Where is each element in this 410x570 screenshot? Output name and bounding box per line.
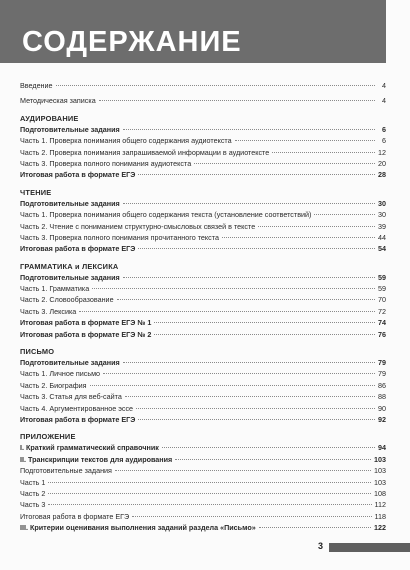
toc-row[interactable] [20,147,386,158]
dot-leader [48,482,371,483]
toc-entry-label: Итоговая работа в формате ЕГЭ № 2 [20,329,152,339]
dot-leader [222,237,375,238]
toc-entry-label: Часть 3 [20,500,46,510]
dot-leader [103,373,375,374]
toc-entry-page: 103 [374,454,386,464]
dot-leader [259,527,371,528]
section-heading: ЧТЕНИЕ [20,187,52,197]
toc-row[interactable] [20,158,386,169]
toc-section [20,187,386,255]
toc-entry-label: Часть 3. Лексика [20,306,77,316]
dot-leader [132,516,371,517]
toc-row[interactable] [20,442,386,453]
toc-entry-page: 12 [378,147,386,157]
dot-leader [162,447,375,448]
dot-leader [136,408,375,409]
toc-entry-page: 94 [378,443,386,453]
toc-entry-page: 76 [378,329,386,339]
toc-entry-label: Часть 2. Биография [20,380,87,390]
toc-section [20,346,386,425]
toc-entry-page: 112 [374,500,386,510]
toc-entry-page: 59 [378,272,386,282]
dot-leader [90,385,375,386]
toc-entry-label: Часть 2. Чтение с пониманием структурно-смысловых связей в тексте [20,221,256,231]
toc-row[interactable] [20,368,386,379]
toc-entry-page: 118 [374,511,386,521]
toc-entry-label: Часть 2. Словообразование [20,295,114,305]
toc-entry-label: Итоговая работа в формате ЕГЭ [20,511,130,521]
toc-row[interactable] [20,454,386,465]
toc-row[interactable] [20,272,386,283]
toc-section [20,113,386,181]
toc-entry-label: Часть 2. Проверка понимания запрашиваемой информации в аудиотексте [20,147,270,157]
section-heading: ГРАММАТИКА и ЛЕКСИКА [20,261,119,271]
toc-entry-page: 79 [378,369,386,379]
toc-entry-page: 30 [378,198,386,208]
toc-row[interactable] [20,221,386,232]
toc-row[interactable] [20,169,386,180]
dot-leader [272,152,375,153]
toc-row[interactable] [20,209,386,220]
toc-row[interactable] [20,283,386,294]
toc-row[interactable] [20,95,386,106]
page-footer-bar [329,543,410,552]
toc-entry-page: 30 [378,210,386,220]
toc-entry-page: 72 [378,306,386,316]
toc-entry-label: Часть 3. Проверка полного понимания прочитанного текста [20,232,219,242]
toc-entry-page: 86 [378,380,386,390]
toc-entry-page: 39 [378,221,386,231]
toc-row[interactable] [20,511,386,522]
toc-entry-label: Часть 1. Проверка понимания общего содержания аудиотекста [20,136,232,146]
toc-entry-label: Итоговая работа в формате ЕГЭ [20,170,136,180]
section-heading: ПРИЛОЖЕНИЕ [20,432,76,442]
dot-leader [79,311,375,312]
toc-row[interactable] [20,124,386,135]
toc-entry-label: Часть 1. Личное письмо [20,369,101,379]
dot-leader [314,214,375,215]
toc-entry-page: 88 [378,392,386,402]
dot-leader [154,334,375,335]
toc-entry-label: Часть 1 [20,477,46,487]
table-of-contents [20,80,386,534]
toc-entry-label: Подготовительные задания [20,272,120,282]
toc-row[interactable] [20,80,386,91]
toc-row[interactable] [20,357,386,368]
dot-leader [235,140,375,141]
toc-row[interactable] [20,306,386,317]
toc-row[interactable] [20,403,386,414]
section-heading: ПИСЬМО [20,347,55,357]
toc-row[interactable] [20,488,386,499]
toc-entry-label: Часть 1. Проверка понимания общего содержания текста (установление соответствий) [20,210,312,220]
toc-entry-page: 108 [374,488,386,498]
toc-entry-page: 79 [378,358,386,368]
toc-entry-page: 28 [378,170,386,180]
toc-entry-page: 103 [374,466,386,476]
dot-leader [92,288,375,289]
toc-section [20,261,386,340]
dot-leader [175,459,371,460]
dot-leader [123,203,375,204]
toc-entry-page: 4 [382,81,386,90]
toc-entry-page: 92 [378,414,386,424]
toc-row[interactable] [20,329,386,340]
toc-entry-page: 44 [378,232,386,242]
page-title: СОДЕРЖАНИЕ [22,26,242,58]
toc-entry-label: Часть 2 [20,488,46,498]
dot-leader [99,100,375,101]
toc-entry-label: I. Краткий грамматический справочник [20,443,159,453]
dot-leader [258,226,375,227]
toc-row[interactable] [20,294,386,305]
toc-entry-page: 6 [382,136,386,146]
toc-entry-label: Итоговая работа в формате ЕГЭ [20,244,136,254]
dot-leader [48,493,371,494]
toc-entry-page: 4 [382,96,386,106]
toc-entry-label: Подготовительные задания [20,198,120,208]
toc-entry-label: Итоговая работа в формате ЕГЭ № 1 [20,318,152,328]
dot-leader [123,362,375,363]
toc-row[interactable] [20,380,386,391]
dot-leader [125,396,375,397]
dot-leader [117,299,375,300]
toc-entry-page: 103 [374,477,386,487]
dot-leader [48,504,371,505]
header-banner [0,0,386,63]
toc-row[interactable] [20,522,386,533]
toc-entry-label: Подготовительные задания [20,466,112,476]
toc-entry-label: Часть 4. Аргументированное эссе [20,403,134,413]
toc-entry-label: III. Критерии оценивания выполнения заданий раздела «Письмо» [20,523,256,533]
toc-entry-page: 6 [382,124,386,134]
toc-entry-label: II. Транскрипции текстов для аудирования [20,454,173,464]
toc-entry-page: 70 [378,295,386,305]
toc-entry-page: 20 [378,158,386,168]
toc-row[interactable] [20,198,386,209]
page-number: 3 [318,541,324,551]
toc-entry-page: 74 [378,318,386,328]
toc-entry-page: 59 [378,284,386,294]
dot-leader [138,248,375,249]
toc-entry-label: Часть 1. Грамматика [20,284,90,294]
toc-row[interactable] [20,499,386,510]
toc-row[interactable] [20,465,386,476]
toc-entry-label: Часть 3. Статья для веб-сайта [20,392,122,402]
section-heading: АУДИРОВАНИЕ [20,113,79,123]
toc-row[interactable] [20,414,386,425]
toc-row[interactable] [20,477,386,488]
toc-entry-page: 54 [378,244,386,254]
toc-entry-label: Методическая записка [20,96,96,106]
toc-entry-page: 90 [378,403,386,413]
toc-row[interactable] [20,135,386,146]
dot-leader [194,163,375,164]
toc-sections [20,113,386,534]
toc-entry-label: Часть 3. Проверка полного понимания аудиотекста [20,158,192,168]
toc-entry-label: Введение [20,81,53,90]
toc-row[interactable] [20,232,386,243]
dot-leader [123,129,375,130]
toc-entry-page: 122 [374,523,386,533]
toc-entry-label: Итоговая работа в формате ЕГЭ [20,414,136,424]
dot-leader [123,277,375,278]
dot-leader [56,85,375,86]
dot-leader [115,470,371,471]
dot-leader [138,174,375,175]
toc-row[interactable] [20,391,386,402]
dot-leader [154,322,375,323]
toc-entry-label: Подготовительные задания [20,358,120,368]
toc-entry-label: Подготовительные задания [20,124,120,134]
toc-row[interactable] [20,243,386,254]
toc-section [20,431,386,533]
toc-row[interactable] [20,317,386,328]
dot-leader [138,419,375,420]
